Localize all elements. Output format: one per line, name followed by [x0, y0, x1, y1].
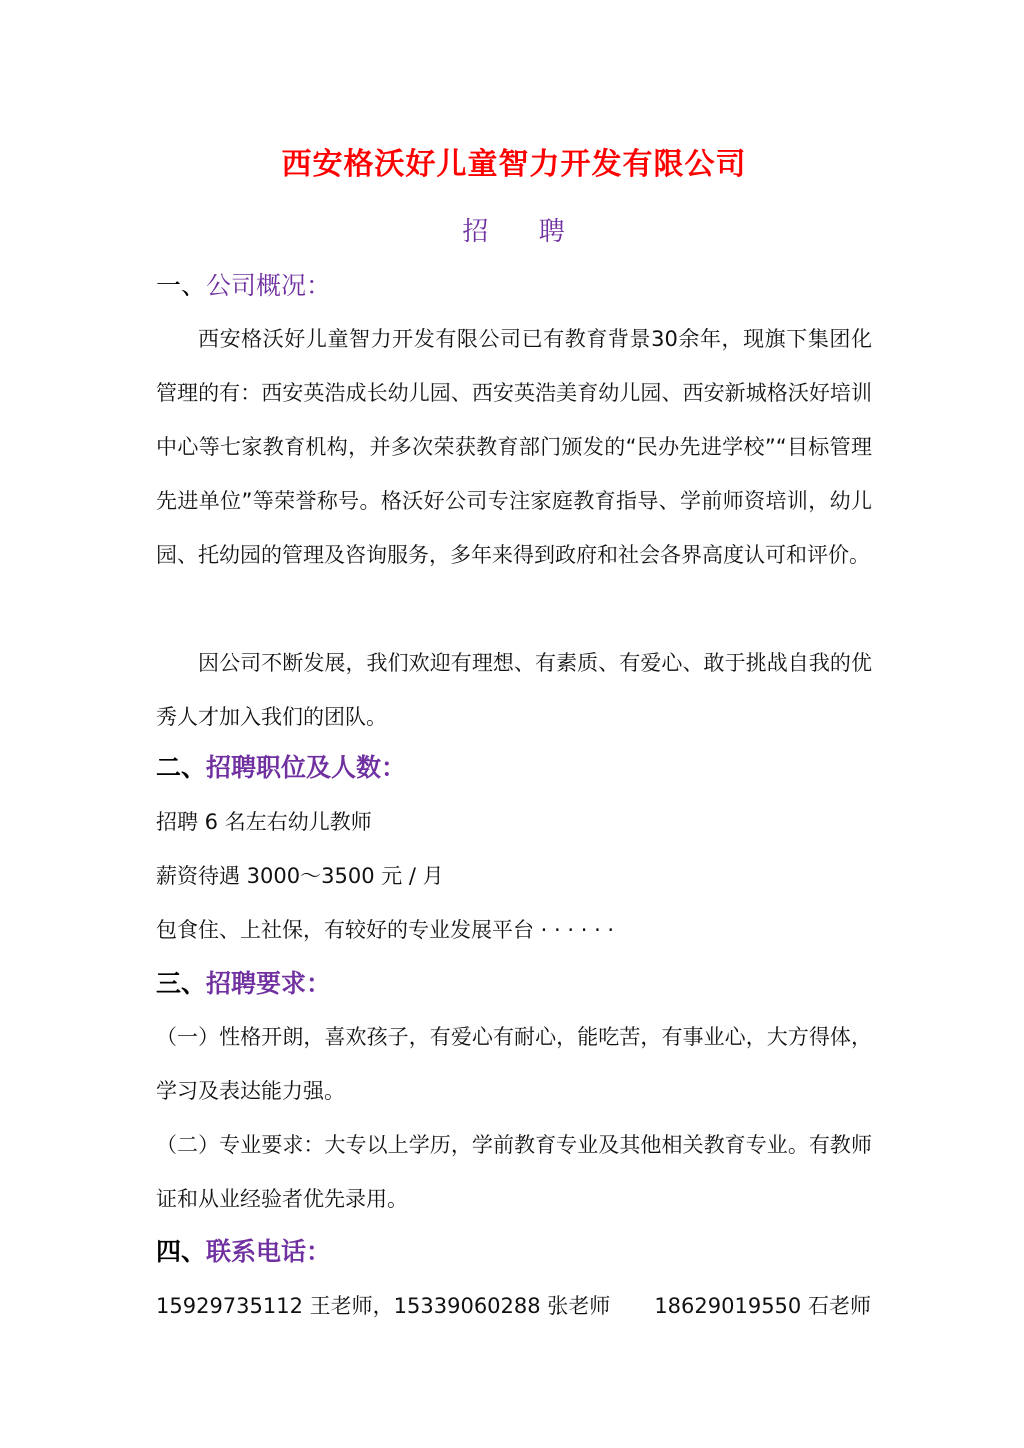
position-count-line: 招聘 6 名左右幼儿教师 — [156, 810, 372, 834]
contact-phone-line — [156, 1286, 872, 1326]
section-label: 招聘职位及人数： — [206, 753, 407, 782]
contact-zhang: 15339060288 张老师 — [393, 1294, 611, 1318]
section-label: 招聘要求： — [206, 969, 332, 998]
section-number: 一、 — [156, 271, 207, 300]
company-title: 西安格沃好儿童智力开发有限公司 — [281, 147, 747, 182]
recruitment-subtitle: 招 聘 — [462, 217, 566, 247]
requirement-professional: （二）专业要求：大专以上学历，学前教育专业及其他相关教育专业。有教师证和从业经验者优先录用。 — [156, 1133, 872, 1211]
welcome-paragraph: 因公司不断发展，我们欢迎有理想、有素质、有爱心、敢于挑战自我的优秀人才加入我们的团队。 — [156, 651, 872, 729]
document-page — [156, 0, 872, 1448]
contact-wang: 15929735112 王老师， — [156, 1294, 394, 1318]
section-heading-positions — [156, 748, 406, 788]
section-number: 二、 — [156, 753, 207, 782]
benefits-line: 包食住、上社保，有较好的专业发展平台 · · · · · · — [156, 918, 615, 942]
section-number: 三、 — [156, 969, 207, 998]
section-label: 公司概况： — [206, 271, 332, 300]
contact-shi: 18629019550 石老师 — [654, 1294, 871, 1318]
requirement-personality: （一）性格开朗，喜欢孩子，有爱心有耐心，能吃苦，有事业心，大方得体，学习及表达能力强。 — [156, 1025, 872, 1103]
section-heading-requirements — [156, 964, 331, 1004]
company-overview-paragraph: 西安格沃好儿童智力开发有限公司已有教育背景30余年，现旗下集团化管理的有：西安英浩成长幼儿园、西安英浩美育幼儿园、西安新城格沃好培训中心等七家教育机构，并多次荣获教育部门颁发的“民办先进学校”“目标管理先进单位”等荣誉称号。格沃好公司专注家庭教育指导、学前师资培训，幼儿园、托幼园的管理及咨询服务，多年来得到政府和社会各界高度认可和评价。 — [156, 327, 872, 567]
section-heading-contact — [156, 1232, 331, 1272]
salary-line: 薪资待遇 3000～3500 元 / 月 — [156, 864, 444, 888]
section-label: 联系电话： — [206, 1237, 332, 1266]
section-heading-company-overview — [156, 266, 331, 306]
section-number: 四、 — [156, 1237, 207, 1266]
